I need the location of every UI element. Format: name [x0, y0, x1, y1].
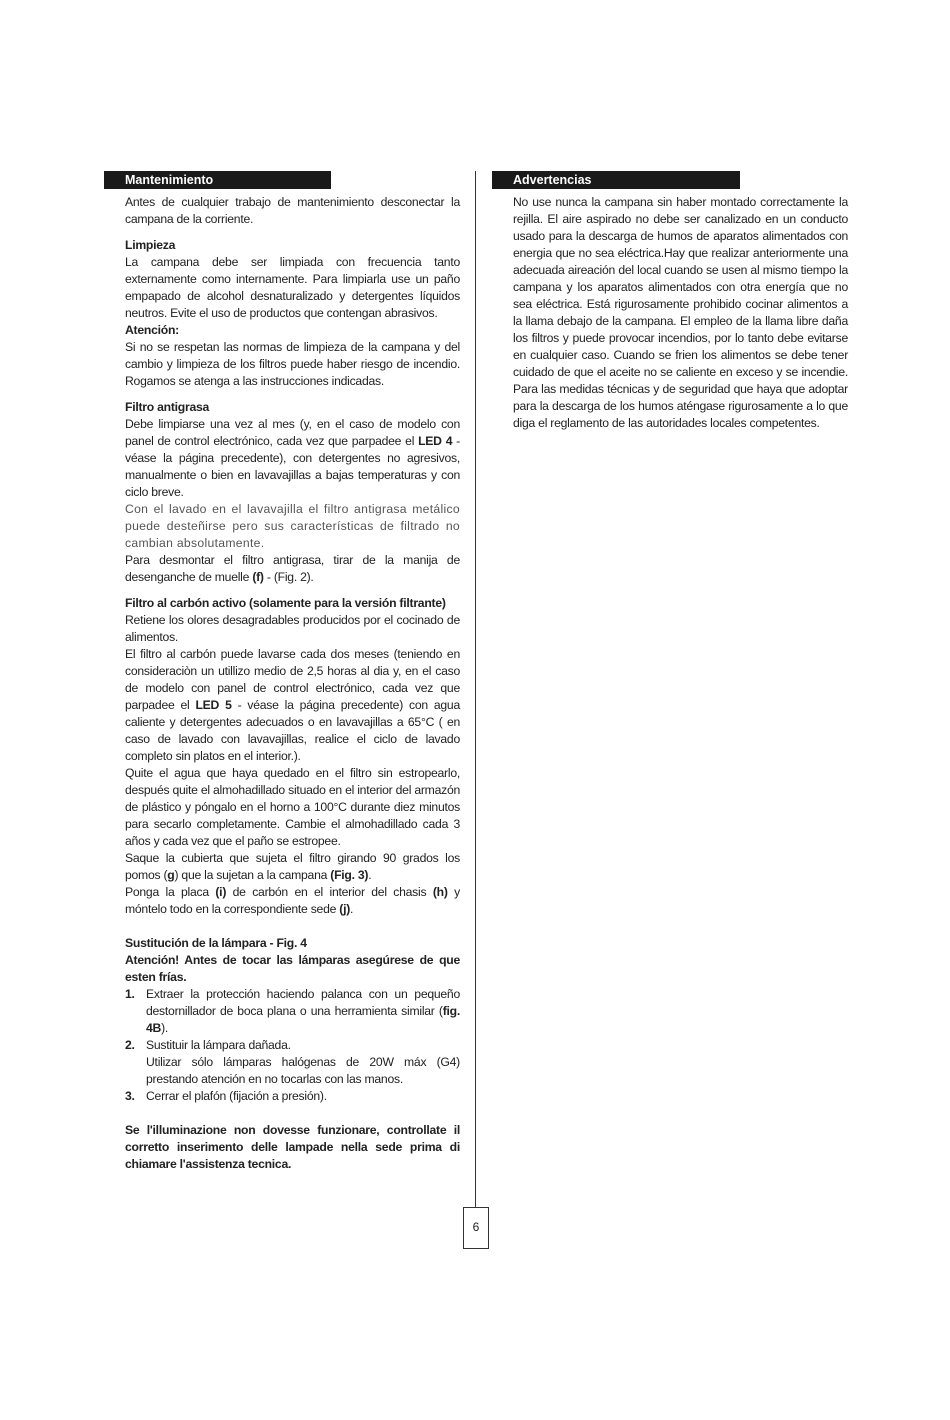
filtro-carbon-paragraph-4: Saque la cubierta que sujeta el filtro girando 90 grados los pomos (g) que la sujetan a la campana (Fig. 3).: [125, 851, 460, 882]
advertencias-body: [492, 194, 848, 432]
filtro-antigrasa-paragraph-2: Con el lavado en el lavavajilla el filtro antigrasa metálico puede desteñirse pero sus características de filtrado no cambian absolutamente.: [125, 502, 460, 550]
atencion-heading: Atención:: [125, 323, 179, 337]
filtro-antigrasa-paragraph-3: Para desmontar el filtro antigrasa, tirar de la manija de desenganche de muelle (f) - (Fig. 2).: [125, 553, 460, 584]
lampara-warning: Atención! Antes de tocar las lámparas asegúrese de que esten frías.: [125, 953, 460, 984]
limpieza-heading: Limpieza: [125, 238, 176, 252]
filtro-carbon-paragraph-1: Retiene los olores desagradables producidos por el cocinado de alimentos.: [125, 613, 460, 644]
filtro-antigrasa-heading: Filtro antigrasa: [125, 400, 210, 414]
advertencias-paragraph: No use nunca la campana sin haber montado correctamente la rejilla. El aire aspirado no debe ser canalizado en un conducto usado para la descarga de humos de aparatos alimentados con energia que no sea eléctrica.Hay que realizar anteriormente una adecuada aireación del local cuando se usen al mismo tiempo la campana y los aparatos alimentados con otra energía que no sea eléctrica. Está rigurosamente prohibido cocinar alimentos a la llama debajo de la campana. El empleo de la llama libre daña los filtros y puede provocar incendios, por lo tanto debe evitarse en cualquier caso. Cuando se frien los alimentos se debe tener cuidado de que el aceite no se caliente en exceso y se incendie. Para las medidas técnicas y de seguridad que haya que adoptar para la descarga de los humos aténgase rigurosamente a lo que diga el reglamento de las autoridades locales competentes.: [513, 195, 848, 430]
intro-paragraph: Antes de cualquier trabajo de mantenimiento desconectar la campana de la corriente.: [125, 195, 460, 226]
column-divider: [475, 171, 476, 1207]
list-item: 2. Sustituir la lámpara dañada. Utilizar sólo lámparas halógenas de 20W máx (G4) prestando atención en no tocarlas con las manos.: [125, 1038, 460, 1086]
filtro-carbon-paragraph-3: Quite el agua que haya quedado en el filtro sin estropearlo, después quite el almohadillado situado en el interior del armazón de plástico y póngalo en el horno a 100°C durante diez minutos para secarlo completamente. Cambie el almohadillado cada 3 años y cada vez que el paño se estropee.: [125, 766, 460, 848]
right-column: [492, 171, 848, 432]
mantenimiento-body: [104, 194, 460, 1173]
section-header-advertencias: Advertencias: [492, 171, 740, 189]
list-item: 3. Cerrar el plafón (fijación a presión).: [125, 1089, 327, 1103]
filtro-carbon-heading: Filtro al carbón activo (solamente para la versión filtrante): [125, 596, 446, 610]
final-note: Se l'illuminazione non dovesse funzionare, controllate il corretto inserimento delle lampade nella sede prima di chiamare l'assistenza tecnica.: [125, 1123, 460, 1171]
lampara-steps: [125, 986, 460, 1105]
filtro-antigrasa-paragraph-1: Debe limpiarse una vez al mes (y, en el caso de modelo con panel de control electrónico, cada vez que parpadee el LED 4 - véase la página precedente), con detergentes no agresivos, manualmente o bien en lavavajillas a bajas temperaturas y con ciclo breve.: [125, 417, 460, 499]
list-item: 1. Extraer la protección haciendo palanca con un pequeño destornillador de boca plana o una herramienta similar (fig. 4B).: [125, 987, 460, 1035]
section-header-mantenimiento: Mantenimiento: [104, 171, 331, 189]
filtro-carbon-paragraph-2: El filtro al carbón puede lavarse cada dos meses (teniendo en consideraciòn un utillizo medio de 2,5 horas al dia y, en el caso de modelo con panel de control electrónico, cada vez que parpadee el LED 5 - véase la página precedente) con agua caliente y detergentes adecuados o en lavavajillas a 65°C ( en caso de lavado con lavavajillas, realice el ciclo de lavado completo sin platos en el interior.).: [125, 647, 460, 763]
lampara-heading: Sustitución de la lámpara - Fig. 4: [125, 936, 307, 950]
page-number: 6: [463, 1207, 489, 1249]
atencion-paragraph: Si no se respetan las normas de limpieza de la campana y del cambio y limpieza de los filtros puede haber riesgo de incendio. Rogamos se atenga a las instrucciones indicadas.: [125, 340, 460, 388]
filtro-carbon-paragraph-5: Ponga la placa (i) de carbón en el interior del chasis (h) y móntelo todo en la correspondiente sede (j).: [125, 885, 461, 916]
left-column: [104, 171, 460, 1173]
limpieza-paragraph: La campana debe ser limpiada con frecuencia tanto externamente como internamente. Para limpiarla use un paño empapado de alcohol desnaturalizado y detergentes líquidos neutros. Evite el uso de productos que contengan abrasivos.: [125, 255, 460, 320]
